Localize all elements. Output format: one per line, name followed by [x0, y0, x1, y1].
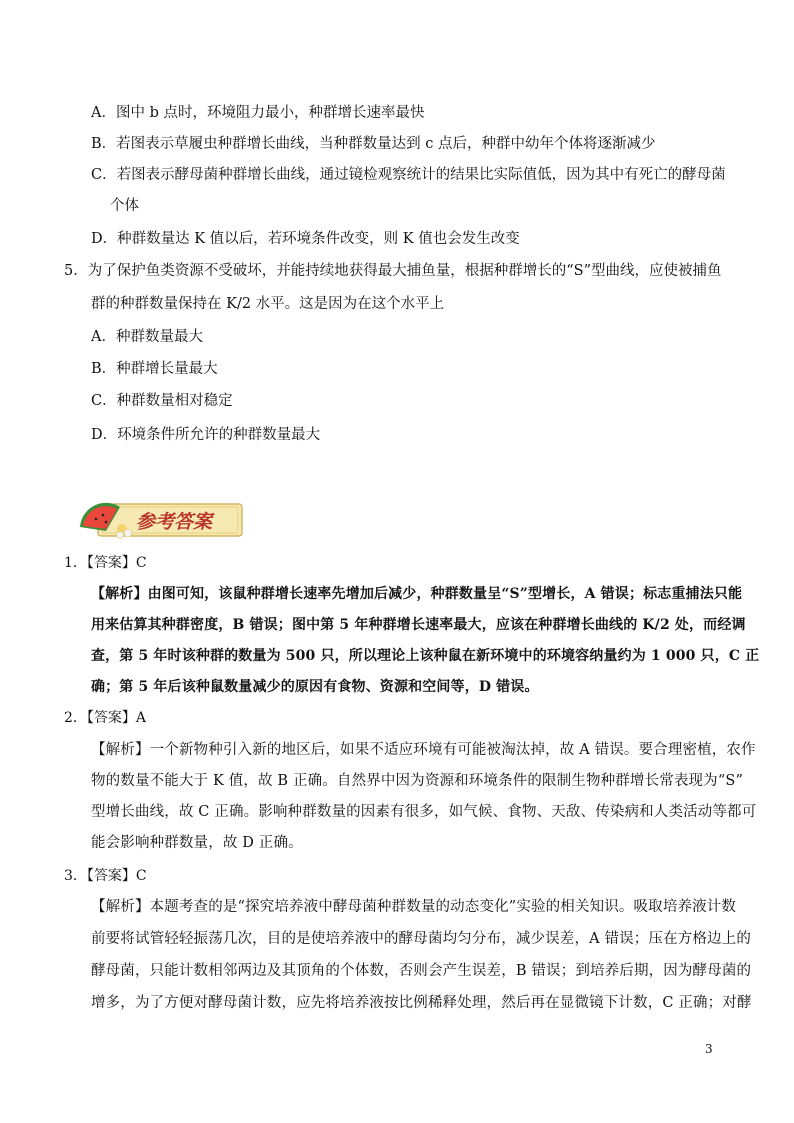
q4-option-c-cont: 个体 — [110, 198, 139, 214]
answer-banner — [76, 497, 246, 543]
answer-3-head: 3．【答案】C — [64, 868, 147, 884]
answer-2-line: 型增长曲线，故 C 正确。影响种群数量的因素有很多，如气候、食物、天敌、传染病和人类活动等都可 — [91, 804, 757, 820]
q4-option-c: C．若图表示酵母菌种群增长曲线，通过镜检观察统计的结果比实际值低，因为其中有死亡的酵母菌 — [91, 167, 726, 183]
answer-2-line: 能会影响种群数量，故 D 正确。 — [91, 835, 303, 851]
q5-stem-line2: 群的种群数量保持在 K/2 水平。这是因为在这个水平上 — [91, 296, 445, 312]
answer-3-line: 增多，为了方便对酵母菌计数，应先将培养液按比例稀释处理，然后再在显微镜下计数，C 正确；对酵 — [91, 995, 752, 1011]
answer-3-line: 【解析】本题考查的是“探究培养液中酵母菌种群数量的动态变化”实验的相关知识。吸取培养液计数 — [91, 899, 737, 915]
answer-1-head: 1．【答案】C — [64, 555, 147, 571]
answer-3-line: 酵母菌，只能计数相邻两边及其顶角的个体数，否则会产生误差，B 错误；到培养后期，因为酵母菌的 — [91, 963, 752, 979]
answer-1-line: 查，第 5 年时该种群的数量为 500 只，所以理论上该种鼠在新环境中的环境容纳量约为 1 000 只，C 正 — [91, 648, 760, 664]
q5-option-a: A．种群数量最大 — [91, 329, 203, 345]
banner-title: 参考答案 — [136, 511, 213, 533]
answer-3-line: 前要将试管轻轻振荡几次，目的是使培养液中的酵母菌均匀分布，减少误差，A 错误；压在方格边上的 — [91, 931, 751, 947]
q5-option-b: B．种群增长量最大 — [91, 361, 218, 377]
q5-option-c: C．种群数量相对稳定 — [91, 393, 233, 409]
answer-1-line: 用来估算其种群密度，B 错误；图中第 5 年种群增长速率最大，应该在种群增长曲线的 K/2 处，而经调 — [91, 617, 746, 633]
answer-2-line: 物的数量不能大于 K 值，故 B 正确。自然界中因为资源和环境条件的限制生物种群增长常表现为“S” — [91, 773, 744, 789]
q5-stem-line1: 5．为了保护鱼类资源不受破坏，并能持续地获得最大捕鱼量，根据种群增长的“S”型曲线，应使被捕鱼 — [64, 263, 722, 279]
page-number: 3 — [705, 1042, 713, 1056]
answer-1-line: 确；第 5 年后该种鼠数量减少的原因有食物、资源和空间等，D 错误。 — [91, 679, 539, 695]
q4-option-b: B．若图表示草履虫种群增长曲线，当种群数量达到 c 点后，种群中幼年个体将逐渐减少 — [91, 136, 656, 152]
q4-option-a: A．图中 b 点时，环境阻力最小，种群增长速率最快 — [91, 105, 425, 121]
answer-2-head: 2．【答案】A — [64, 710, 147, 726]
q4-option-d: D．种群数量达 K 值以后，若环境条件改变，则 K 值也会发生改变 — [91, 231, 520, 247]
answer-1-line: 【解析】由图可知，该鼠种群增长速率先增加后减少，种群数量呈“S”型增长，A 错误；标志重捕法只能 — [91, 586, 743, 602]
answer-2-line: 【解析】一个新物种引入新的地区后，如果不适应环境有可能被淘汰掉，故 A 错误。要合理密植，农作 — [91, 742, 756, 758]
q5-option-d: D．环境条件所允许的种群数量最大 — [91, 427, 321, 443]
